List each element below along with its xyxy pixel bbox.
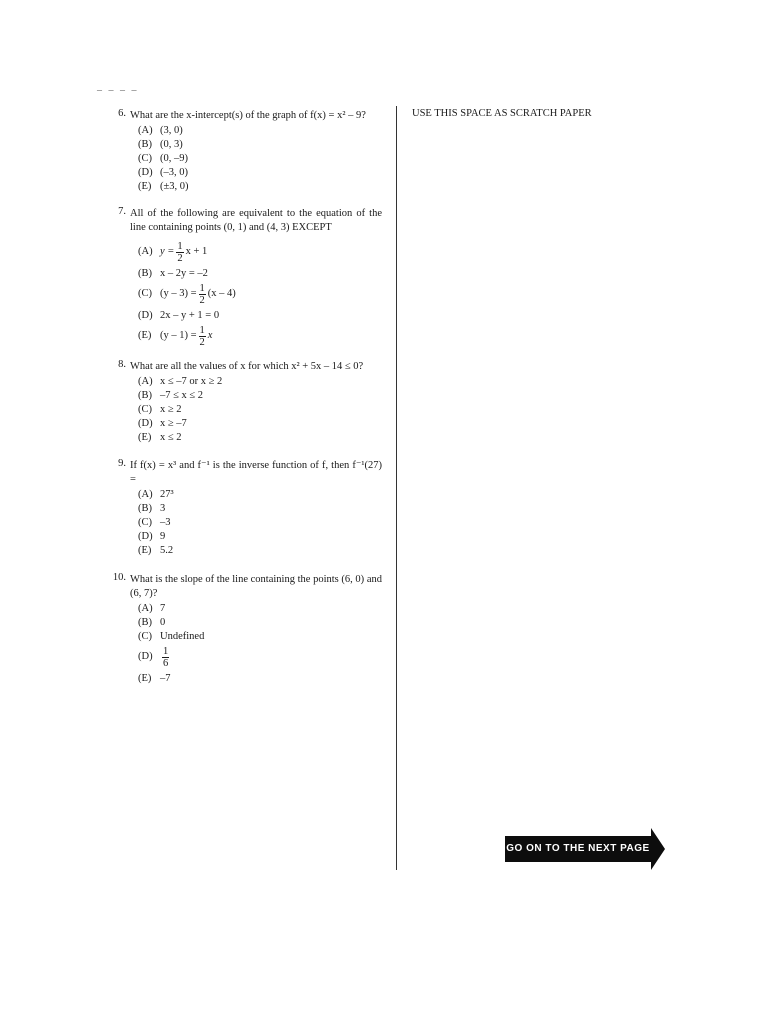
question-9: [118, 458, 382, 558]
choice-d[interactable]: (D) x ≥ –7: [138, 418, 187, 429]
choice-a[interactable]: (A) y = $\frac{1}{2}$ x + 1: [138, 240, 208, 264]
question-8: [118, 359, 382, 445]
choice-d[interactable]: (D) $\frac{1}{6}$: [138, 645, 169, 669]
choice-b[interactable]: (B) x – 2y = –2: [138, 268, 208, 279]
question-number: 9.: [118, 458, 126, 469]
question-text: What are all the values of x for which x² + 5x – 14 ≤ 0?: [130, 361, 364, 372]
next-page-label: GO ON TO THE NEXT PAGE: [506, 843, 650, 854]
answer-choices: [130, 375, 382, 445]
answer-choices: [130, 124, 382, 194]
fraction: $\frac{1}{2}$: [199, 324, 205, 348]
choice-c[interactable]: (C) x ≥ 2: [138, 404, 182, 415]
choice-e[interactable]: (E) x ≤ 2: [138, 432, 182, 443]
choice-c[interactable]: (C) Undefined: [138, 631, 205, 642]
question-7: [118, 206, 382, 349]
question-number: 6.: [118, 108, 126, 119]
fraction: $\frac{1}{2}$: [199, 282, 205, 306]
answer-choices: [130, 239, 382, 349]
next-page-banner: [505, 828, 665, 870]
question-text: What are the x-intercept(s) of the graph of f(x) = x² – 9?: [130, 110, 366, 121]
fraction: $\frac{1}{6}$: [163, 645, 169, 669]
choice-b[interactable]: (B) 0: [138, 617, 166, 628]
choice-a[interactable]: (A) 7: [138, 603, 166, 614]
choice-e[interactable]: (E) 5.2: [138, 545, 174, 556]
question-number: 10.: [112, 572, 126, 583]
column-divider: [396, 106, 397, 870]
question-text: What is the slope of the line containing the points (6, 0) and (6, 7)?: [130, 574, 382, 599]
choice-d[interactable]: (D) 2x – y + 1 = 0: [138, 310, 220, 321]
answer-choices: [130, 488, 382, 558]
scratch-paper-label: USE THIS SPACE AS SCRATCH PAPER: [412, 108, 592, 119]
choice-d[interactable]: (D) 9: [138, 531, 166, 542]
choice-b[interactable]: (B) (0, 3): [138, 139, 183, 150]
choice-b[interactable]: (B) 3: [138, 503, 166, 514]
fraction: $\frac{1}{2}$: [177, 240, 183, 264]
choice-a[interactable]: (A) 27³: [138, 489, 174, 500]
choice-e[interactable]: (E) (y – 1) = $\frac{1}{2}$ x: [138, 324, 213, 348]
question-text: All of the following are equivalent to the equation of the line containing points (0, 1) and (4, 3) EXCEPT: [130, 208, 382, 233]
choice-c[interactable]: (C) (y – 3) = $\frac{1}{2}$ (x – 4): [138, 282, 236, 306]
question-6: [118, 108, 382, 194]
choice-a[interactable]: (A) (3, 0): [138, 125, 183, 136]
choice-e[interactable]: (E) (±3, 0): [138, 181, 189, 192]
question-number: 8.: [118, 359, 126, 370]
answer-choices: [130, 602, 382, 686]
question-10: [112, 572, 382, 686]
choice-e[interactable]: (E) –7: [138, 673, 171, 684]
header-marks: – – – –: [97, 85, 139, 96]
choice-c[interactable]: (C) –3: [138, 517, 171, 528]
choice-b[interactable]: (B) –7 ≤ x ≤ 2: [138, 390, 204, 401]
choice-a[interactable]: (A) x ≤ –7 or x ≥ 2: [138, 376, 223, 387]
question-text: If f(x) = x³ and f⁻¹ is the inverse function of f, then f⁻¹(27) =: [130, 460, 382, 485]
choice-d[interactable]: (D) (–3, 0): [138, 167, 188, 178]
choice-c[interactable]: (C) (0, –9): [138, 153, 188, 164]
question-number: 7.: [118, 206, 126, 217]
